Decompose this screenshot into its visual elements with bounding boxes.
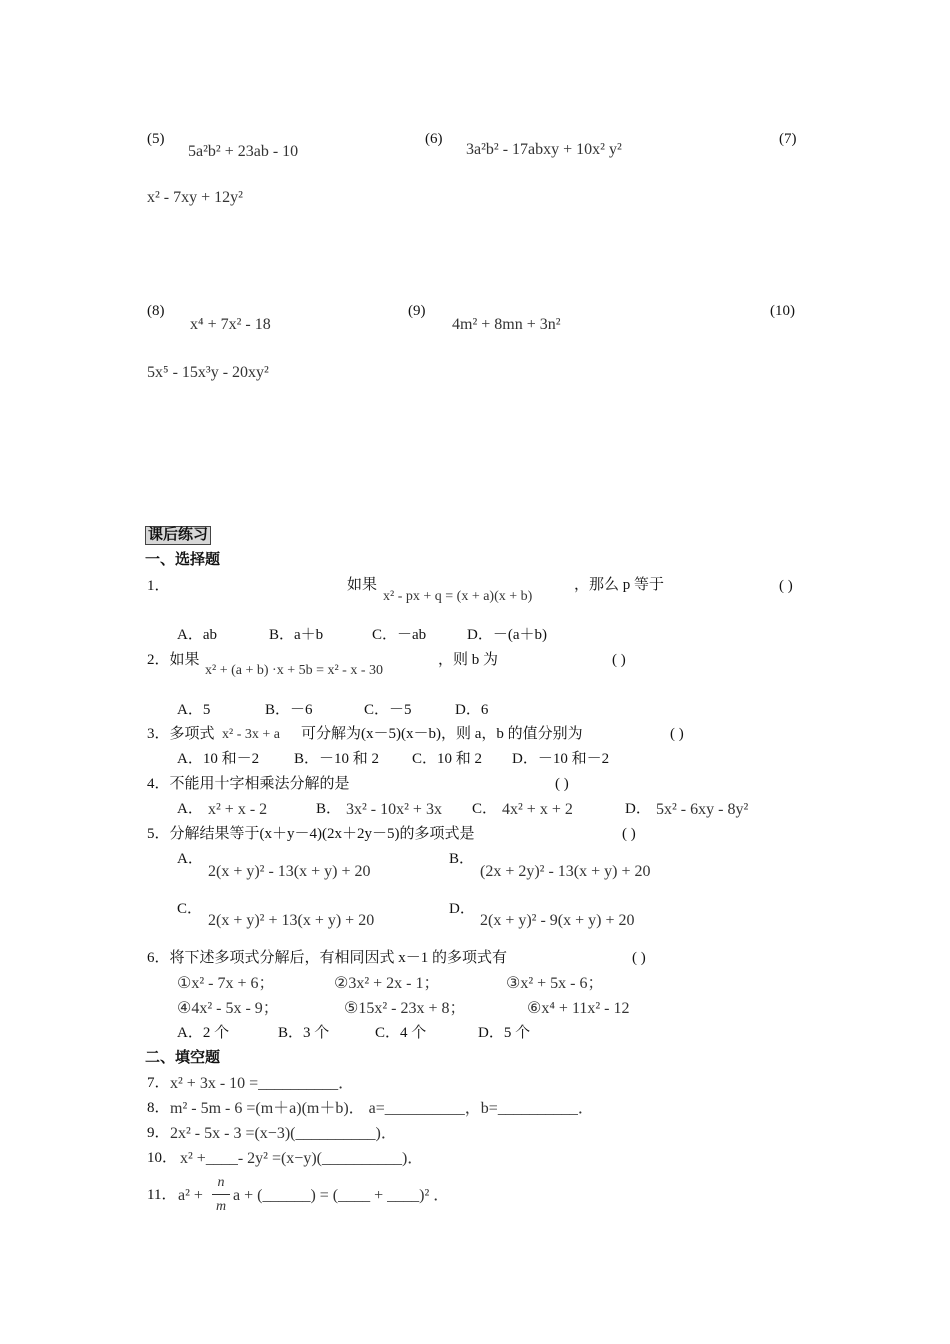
problem-7-label: (7) <box>779 131 797 147</box>
q6-option-b: B．3 个 <box>278 1025 330 1041</box>
problem-5-expression: 5a²b² + 23ab - 10 <box>188 143 299 160</box>
q5-answer-paren: ( ) <box>622 826 636 842</box>
q11-fraction-numerator: n <box>217 1175 225 1190</box>
q6-answer-paren: ( ) <box>632 950 646 966</box>
q2-answer-paren: ( ) <box>612 652 626 668</box>
q3-prefix: 3．多项式 <box>147 726 215 742</box>
q5-option-b-expression: (2x + 2y)² - 13(x + y) + 20 <box>480 863 651 880</box>
q3-option-c: C．10 和 2 <box>412 751 483 767</box>
q7-number: 7． <box>147 1075 170 1091</box>
q6-item-2: ②3x² + 2x - 1； <box>334 975 440 992</box>
section-title: 课后练习 <box>145 526 211 545</box>
q4-option-a-label: A． <box>177 801 203 817</box>
q4-answer-paren: ( ) <box>555 776 569 792</box>
problem-9-label: (9) <box>408 303 426 319</box>
q1-answer-paren: ( ) <box>779 578 793 594</box>
q4-option-d-expression: 5x² - 6xy - 8y² <box>656 801 749 818</box>
q6-item-3: ③x² + 5x - 6； <box>506 975 604 992</box>
part1-heading: 一、选择题 <box>145 552 221 568</box>
q6-text: 6．将下述多项式分解后，有相同因式 x－1 的多项式有 <box>147 950 508 966</box>
q10-number: 10． <box>147 1150 178 1166</box>
q4-option-c-expression: 4x² + x + 2 <box>502 801 573 818</box>
q11-part-a: a² + <box>178 1187 203 1204</box>
q9-number: 9． <box>147 1125 170 1141</box>
q4-option-a-expression: x² + x - 2 <box>208 801 268 818</box>
q11-fraction-denominator: m <box>215 1199 227 1214</box>
q4-option-b-expression: 3x² - 10x² + 3x <box>346 801 442 818</box>
q3-option-b: B．－10 和 2 <box>294 751 380 767</box>
q6-item-1: ①x² - 7x + 6； <box>177 975 275 992</box>
problem-6-expression: 3a²b² - 17abxy + 10x² y² <box>466 141 622 158</box>
q1-option-c: C．－ab <box>372 627 427 643</box>
q3-option-d: D．－10 和－2 <box>512 751 610 767</box>
q6-item-5: ⑤15x² - 23x + 8； <box>344 1000 466 1017</box>
problem-8-expression: x⁴ + 7x² - 18 <box>190 316 271 333</box>
q1-number: 1． <box>147 578 170 594</box>
q9-text: 2x² - 5x - 3 =(x−3)(__________)． <box>170 1125 397 1142</box>
q3-suffix: 可分解为(x－5)(x－b)，则 a，b 的值分别为 <box>301 726 583 742</box>
q11-part-b: a + (______) = (____ + ____)² ． <box>233 1187 450 1204</box>
q6-item-4: ④4x² - 5x - 9； <box>177 1000 279 1017</box>
q6-item-6: ⑥x⁴ + 11x² - 12 <box>527 1000 630 1017</box>
problem-6-label: (6) <box>425 131 443 147</box>
q5-option-c-label: C． <box>177 901 203 917</box>
q4-option-d-label: D． <box>625 801 651 817</box>
problem-7-expression: x² - 7xy + 12y² <box>147 189 243 206</box>
problem-8-label: (8) <box>147 303 165 319</box>
q8-number: 8． <box>147 1100 170 1116</box>
q7-text: x² + 3x - 10 =__________． <box>170 1075 355 1092</box>
q3-option-a: A．10 和－2 <box>177 751 260 767</box>
problem-10-expression: 5x⁵ - 15x³y - 20xy² <box>147 364 269 381</box>
q1-option-a: A．ab <box>177 627 217 643</box>
problem-10-label: (10) <box>770 303 795 319</box>
q2-option-b: B．－6 <box>265 702 313 718</box>
q4-option-b-label: B． <box>316 801 342 817</box>
q6-option-a: A．2 个 <box>177 1025 230 1041</box>
q11-fraction-bar <box>212 1194 230 1195</box>
q2-option-c: C．－5 <box>364 702 412 718</box>
q1-option-b: B．a＋b <box>269 627 324 643</box>
q5-text: 5．分解结果等于(x＋y－4)(2x＋2y－5)的多项式是 <box>147 826 475 842</box>
q1-prefix: 如果 <box>347 577 378 593</box>
q1-suffix: ，那么 p 等于 <box>574 577 665 593</box>
q10-text: x² +____- 2y² =(x−y)(__________)． <box>180 1150 424 1167</box>
q6-option-d: D．5 个 <box>478 1025 531 1041</box>
q5-option-b-label: B． <box>449 851 475 867</box>
q2-suffix: ，则 b 为 <box>438 652 499 668</box>
q2-option-d: D．6 <box>455 702 489 718</box>
part2-heading: 二、填空题 <box>145 1050 221 1066</box>
q4-option-c-label: C． <box>472 801 498 817</box>
q2-prefix: 2．如果 <box>147 652 200 668</box>
q5-option-d-label: D． <box>449 901 475 917</box>
q11-number: 11． <box>147 1187 177 1203</box>
q2-expression: x² + (a + b) ·x + 5b = x² - x - 30 <box>205 663 384 678</box>
q2-option-a: A．5 <box>177 702 211 718</box>
q3-expression: x² - 3x + a <box>222 727 280 742</box>
q5-option-d-expression: 2(x + y)² - 9(x + y) + 20 <box>480 912 635 929</box>
q3-answer-paren: ( ) <box>670 726 684 742</box>
q8-text: m² - 5m - 6 =(m＋a)(m＋b)． a=__________，b=__________． <box>170 1100 594 1117</box>
q1-expression: x² - px + q = (x + a)(x + b) <box>383 589 533 604</box>
problem-5-label: (5) <box>147 131 165 147</box>
q5-option-c-expression: 2(x + y)² + 13(x + y) + 20 <box>208 912 375 929</box>
q5-option-a-expression: 2(x + y)² - 13(x + y) + 20 <box>208 863 371 880</box>
q1-option-d: D．－(a＋b) <box>467 627 547 643</box>
q4-text: 4．不能用十字相乘法分解的是 <box>147 776 350 792</box>
q6-option-c: C．4 个 <box>375 1025 427 1041</box>
problem-9-expression: 4m² + 8mn + 3n² <box>452 316 561 333</box>
q5-option-a-label: A． <box>177 851 203 867</box>
